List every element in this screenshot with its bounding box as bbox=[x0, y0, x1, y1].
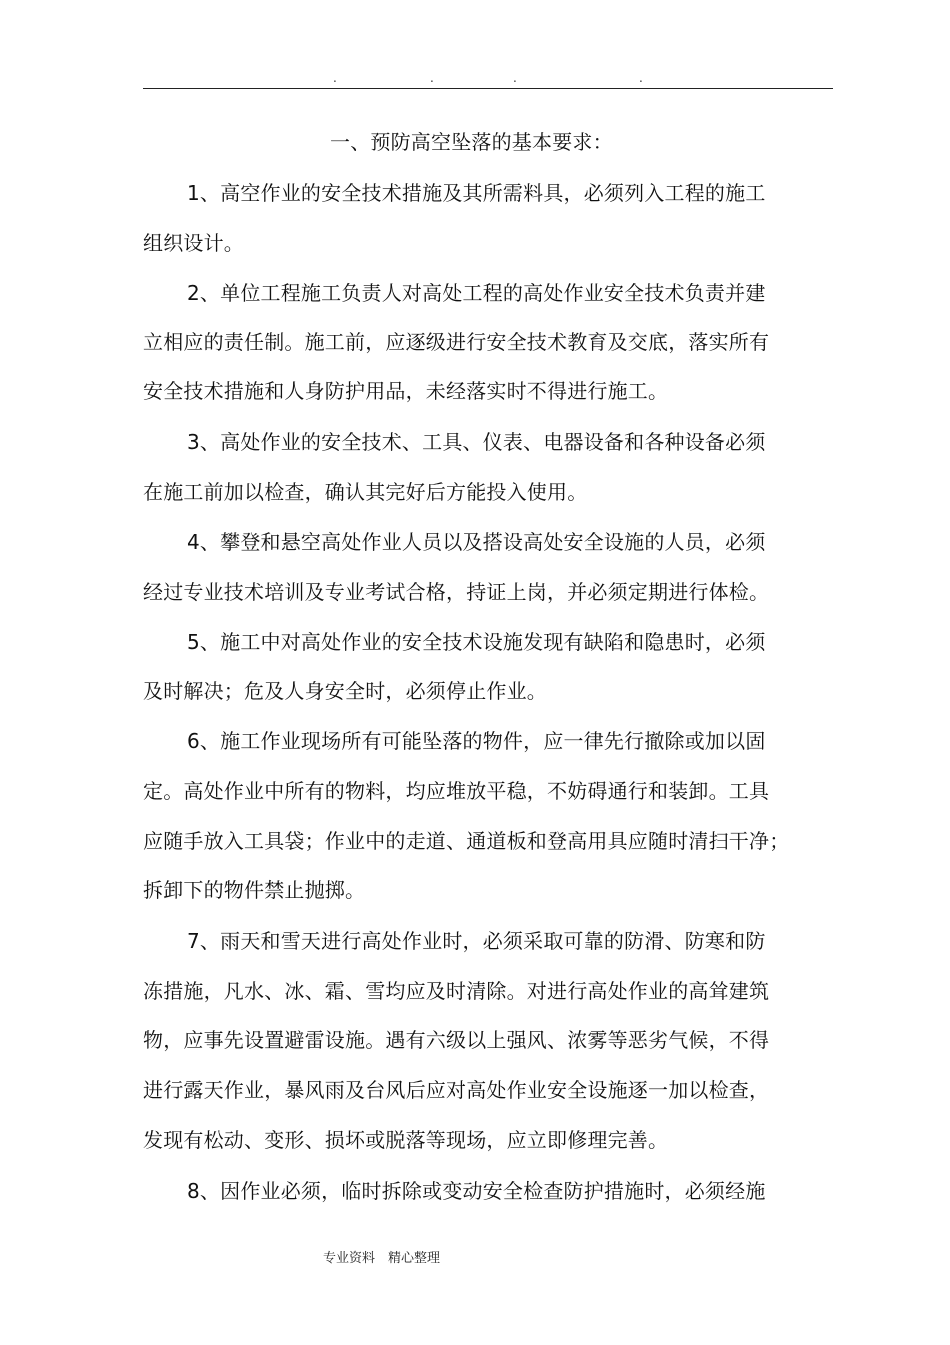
paragraph-line: 应随手放入工具袋；作业中的走道、通道板和登高用具应随时清扫干净； bbox=[143, 829, 790, 853]
paragraph-line: 发现有松动、变形、损坏或脱落等现场，应立即修理完善。 bbox=[143, 1128, 669, 1152]
paragraph-line: 物，应事先设置避雷设施。遇有六级以上强风、浓雾等恶劣气候，不得 bbox=[143, 1028, 770, 1052]
paragraph-line: 1、高空作业的安全技术措施及其所需料具，必须列入工程的施工 bbox=[187, 181, 766, 205]
paragraph-line: 拆卸下的物件禁止抛掷。 bbox=[143, 878, 366, 902]
header-dot: . bbox=[430, 71, 434, 85]
section-title: 一、预防高空坠落的基本要求： bbox=[330, 130, 613, 154]
paragraph-line: 8、因作业必须，临时拆除或变动安全检查防护措施时，必须经施 bbox=[187, 1179, 766, 1203]
paragraph-line: 6、施工作业现场所有可能坠落的物件，应一律先行撤除或加以固 bbox=[187, 729, 766, 753]
header-dot: . bbox=[333, 71, 337, 85]
paragraph-line: 在施工前加以检查，确认其完好后方能投入使用。 bbox=[143, 480, 588, 504]
page-footer: 专业资料 精心整理 bbox=[323, 1251, 441, 1266]
paragraph-line: 立相应的责任制。施工前，应逐级进行安全技术教育及交底，落实所有 bbox=[143, 330, 770, 354]
paragraph-line: 组织设计。 bbox=[143, 231, 244, 255]
header-dot: . bbox=[513, 71, 517, 85]
paragraph-line: 定。高处作业中所有的物料，均应堆放平稳，不妨碍通行和装卸。工具 bbox=[143, 779, 770, 803]
paragraph-line: 3、高处作业的安全技术、工具、仪表、电器设备和各种设备必须 bbox=[187, 430, 766, 454]
paragraph-line: 2、单位工程施工负责人对高处工程的高处作业安全技术负责并建 bbox=[187, 281, 766, 305]
header-divider bbox=[143, 88, 833, 89]
paragraph-line: 及时解决；危及人身安全时，必须停止作业。 bbox=[143, 679, 547, 703]
paragraph-line: 7、雨天和雪天进行高处作业时，必须采取可靠的防滑、防寒和防 bbox=[187, 929, 766, 953]
header-dot: . bbox=[639, 71, 643, 85]
paragraph-line: 冻措施，凡水、冰、霜、雪均应及时清除。对进行高处作业的高耸建筑 bbox=[143, 979, 770, 1003]
paragraph-line: 经过专业技术培训及专业考试合格，持证上岗，并必须定期进行体检。 bbox=[143, 580, 770, 604]
paragraph-line: 安全技术措施和人身防护用品，未经落实时不得进行施工。 bbox=[143, 379, 669, 403]
paragraph-line: 5、施工中对高处作业的安全技术设施发现有缺陷和隐患时，必须 bbox=[187, 630, 766, 654]
paragraph-line: 进行露天作业，暴风雨及台风后应对高处作业安全设施逐一加以检查， bbox=[143, 1078, 770, 1102]
paragraph-line: 4、攀登和悬空高处作业人员以及搭设高处安全设施的人员，必须 bbox=[187, 530, 766, 554]
